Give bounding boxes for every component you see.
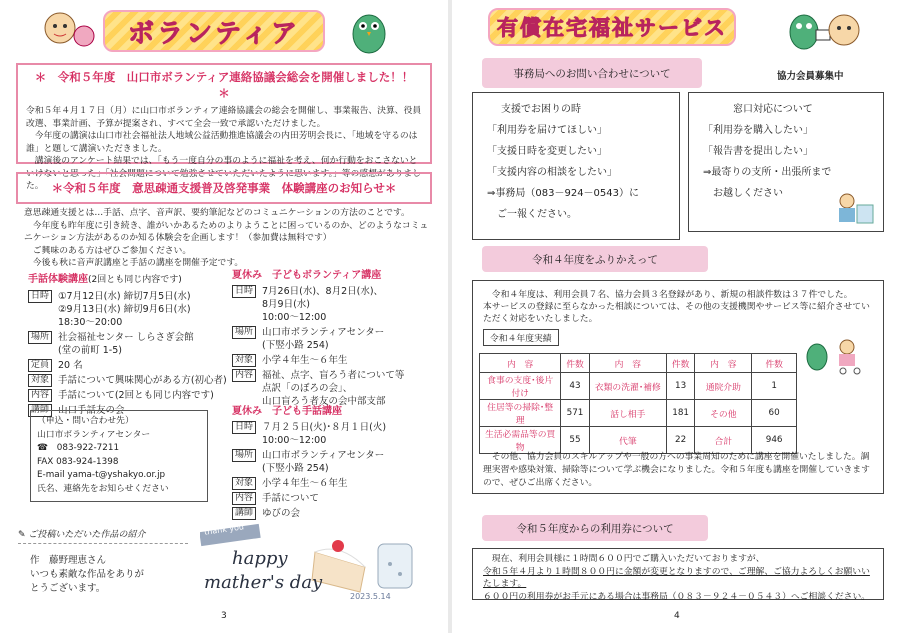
course-row-value: 7月26日(水)、8月2日(水)、 <box>262 286 384 297</box>
course-row-key: 内容 <box>232 492 256 505</box>
header-cell: 件数 <box>561 354 589 373</box>
course-row-value: ７月２５日(火)･８月１日(火) <box>262 422 387 433</box>
mascots-illustration <box>784 4 864 54</box>
results-table <box>479 353 797 454</box>
course-row-value: 手話について <box>262 493 319 504</box>
course-row-values <box>58 389 214 402</box>
course-row-value: 小学４年生～６年生 <box>262 355 348 366</box>
table-cell: 衣類の洗濯･補修 <box>589 373 666 400</box>
course-row-value: 社会福祉センター しらさぎ会館 <box>58 332 194 343</box>
page-number: 4 <box>674 611 680 621</box>
course-row-value: (下竪小路 254) <box>262 463 329 474</box>
sign-language-course <box>28 270 228 419</box>
course-row-values <box>58 359 83 372</box>
course-row-values <box>262 354 348 367</box>
course-row-value: 山口手話友の会 <box>58 405 125 416</box>
ticket-line: 現在、利用会員様に１時間６００円でご購入いただいておりますが、 <box>491 554 765 564</box>
welfare-service-banner <box>488 8 736 46</box>
course-row-value: 手話について興味関心がある方(初心者) <box>58 375 227 386</box>
course-row-key: 日時 <box>232 285 256 298</box>
table-row <box>480 400 797 427</box>
box-title: 支援でお困りの時 <box>501 104 581 115</box>
contact-line: E-mail yama-t@yshakyo.or.jp <box>37 470 166 480</box>
course-title: 手話体験講座 <box>28 274 88 285</box>
course-row-key: 日時 <box>232 421 256 434</box>
member-recruit-label: 協力会員募集中 <box>777 71 844 82</box>
volunteer-banner-title: ボランティア <box>128 18 300 49</box>
artwork-title: ご投稿いただいた作品の紹介 <box>28 530 146 540</box>
box-title: 窓口対応について <box>733 104 813 115</box>
course-row <box>232 477 442 490</box>
header-cell: 内 容 <box>480 354 561 373</box>
paragraph: 令和５年４月１７日（月）に山口市ボランティア連絡協議会の総会を開催し、事業報告、決算、役員改選、事業計画、予算が提案され、すべて全会一致で承認いただけました。 <box>26 106 422 129</box>
table-cell: 55 <box>561 427 589 454</box>
review-pill: 令和４年度をふりかえって <box>482 246 708 272</box>
course-row-value: 山口市ボランティアセンター <box>262 450 385 461</box>
paragraph: 今後も秋に音声訳講座と手話の講座を開催予定です。 <box>32 258 244 268</box>
review-text <box>483 289 875 325</box>
ticket-box <box>472 548 884 600</box>
art-small-text: thank you <box>203 522 245 537</box>
course-row <box>232 507 442 520</box>
header-cell: 内 容 <box>589 354 666 373</box>
table-label: 令和４年度実績 <box>483 329 559 346</box>
course-row <box>28 374 228 387</box>
course-row <box>232 492 442 505</box>
table-header-row <box>480 354 797 373</box>
box-line: 「報告書を提出したい」 <box>703 146 813 157</box>
course-row <box>28 359 228 372</box>
course-notice-title: ＊令和５年度 意思疎通支援普及啓発事業 体験講座のお知らせ＊ <box>51 181 397 195</box>
general-meeting-title: ＊ 令和５年度 山口市ボランティア連絡協議会総会を開催しました！！ ＊ <box>34 70 425 100</box>
office-inquiry-pill: 事務局へのお問い合わせについて <box>482 58 702 88</box>
paragraph: 今年度の講演は山口市社会福祉法人地域公益活動推進協議会の内田芳明会長に、「地域を守るのは誰」と題して講演いただきました。 <box>26 131 418 154</box>
page-number: 3 <box>221 611 227 621</box>
ticket-line: 令和５年４月より１時間８００円に金額が変更となりますので、ご理解、ご協力よろしくお願いいたします。 <box>483 566 870 589</box>
course-row <box>232 449 442 475</box>
course-row-key: 対象 <box>232 354 256 367</box>
table-cell: 22 <box>666 427 694 454</box>
course-row-key: 内容 <box>232 369 256 382</box>
course-row-value: ①7月12日(水) 締切7月5日(水) <box>58 291 191 302</box>
course-row-value: ゆびの会 <box>262 508 301 519</box>
course-row-value: 8月9日(水) <box>262 299 311 310</box>
table-cell: 946 <box>752 427 797 454</box>
table-row <box>480 373 797 400</box>
ticket-pill: 令和５年度からの利用券について <box>482 515 708 541</box>
table-cell: 60 <box>752 400 797 427</box>
caption-line: いつも素敵な作品をありが <box>30 569 145 580</box>
course-row-key: 講師 <box>28 404 52 417</box>
course-row-value: 10:00～12:00 <box>262 435 327 446</box>
course-row-value: 山口盲ろう者友の会中部支部 <box>262 396 386 407</box>
paragraph: 令和４年度は、利用会員７名、協力会員３名登録があり、新規の相談件数は３７件でした。 <box>491 290 853 300</box>
course-row <box>232 326 442 352</box>
contact-line: 山口市ボランティアセンター <box>37 429 151 440</box>
box-line: ⇒最寄りの支所・出張所まで <box>703 167 832 178</box>
art-date: 2023.5.14 <box>350 592 391 601</box>
course-row-key: 対象 <box>232 477 256 490</box>
table-cell: 生活必需品等の買物 <box>480 427 561 454</box>
course-row-key: 定員 <box>28 359 52 372</box>
table-cell: 代筆 <box>589 427 666 454</box>
course-row-key: 場所 <box>28 331 52 344</box>
course-title: 夏休み 子どもボランティア講座 <box>232 270 382 281</box>
course-row-value: (堂の前町 1-5) <box>58 345 122 356</box>
table-cell: その他 <box>695 400 752 427</box>
course-row-value: 手話について(2回とも同じ内容です) <box>58 390 214 401</box>
review-box <box>472 280 884 494</box>
paragraph: 本サービスの登録に至らなかった相談については、その他の支援機関やサービス等に紹介させていただく対応をいたしました。 <box>483 302 870 324</box>
table-cell: 食事の支度･後片付け <box>480 373 561 400</box>
box-line: ご一報ください。 <box>487 209 577 220</box>
course-row-key: 対象 <box>28 374 52 387</box>
table-cell: 181 <box>666 400 694 427</box>
contact-line: 氏名、連絡先をお知らせください <box>37 483 169 494</box>
course-subtitle: (2回とも同じ内容です) <box>88 275 182 285</box>
table-cell: 43 <box>561 373 589 400</box>
course-row-values <box>58 290 191 329</box>
artwork-heading <box>18 527 188 544</box>
course-row <box>28 389 228 402</box>
welfare-banner-title: 有償在宅福祉サービス <box>497 16 727 40</box>
kids-sign-course <box>232 402 442 522</box>
course-row <box>232 285 442 324</box>
course-row-value: 福祉、点字、盲ろう者について等 <box>262 370 405 381</box>
course-notice-header <box>16 172 432 204</box>
course-row-key: 場所 <box>232 449 256 462</box>
course-row-values <box>262 477 348 490</box>
kids-mascot-illustration <box>38 6 98 54</box>
artwork-image <box>200 522 428 610</box>
staff-illustration <box>835 191 875 225</box>
contact-line: （申込・問い合わせ先） <box>37 416 134 426</box>
course-row-value: 18:30～20:00 <box>58 317 123 328</box>
course-row-key: 内容 <box>28 389 52 402</box>
table-cell: 住居等の掃除･整理 <box>480 400 561 427</box>
header-cell: 件数 <box>752 354 797 373</box>
course-row-value: 山口市ボランティアセンター <box>262 327 385 338</box>
course-row-values <box>262 507 300 520</box>
table-cell: 合計 <box>695 427 752 454</box>
care-illustration <box>803 333 873 375</box>
box-line: 「利用券を購入したい」 <box>703 125 813 136</box>
art-text-happy: happy <box>232 548 288 569</box>
table-cell: 通院介助 <box>695 373 752 400</box>
course-row-value: ②9月13日(水) 締切9月6日(水) <box>58 304 191 315</box>
caption-line: 作 藤野理恵さん <box>30 555 107 566</box>
contact-box <box>30 410 208 502</box>
box-line: 「利用券を届けてほしい」 <box>487 125 607 136</box>
course-row-values <box>58 374 227 387</box>
ticket-line: ６００円の利用券がお手元にある場合は事務局（０８３－９２４－０５４３）へご相談ください。 <box>483 591 871 602</box>
box-line: 「支援日時を変更したい」 <box>487 146 607 157</box>
paragraph: 今年度も昨年度に引き続き、誰がいかあるためのよりようことに困っているのか、どのようなコミュニケーション方法があるのか知る体験会を企画します！（参加費は無料です） <box>24 220 429 243</box>
course-row <box>232 421 442 447</box>
course-row-value: 10:00～12:00 <box>262 312 327 323</box>
box-line: お越しください <box>703 188 783 199</box>
course-row-key: 場所 <box>232 326 256 339</box>
course-row-values <box>58 331 194 357</box>
window-service-box <box>688 92 884 232</box>
contact-line: ☎ 083-922-7211 <box>37 443 120 453</box>
course-row-values <box>262 326 384 352</box>
paragraph: 講演後のアンケート結果では、「もう一度自分の事のように福祉を考え、何か行動をおこさないといけないと思った」「社会問題について勉強させていただいたように思います。」等の感想がありました。 <box>26 156 421 191</box>
contact-line: FAX 083-924-1398 <box>37 456 119 467</box>
left-page <box>0 0 448 633</box>
table-row <box>480 427 797 454</box>
course-row-value: 20 名 <box>58 360 83 371</box>
course-row-value: (下竪小路 254) <box>262 340 329 351</box>
course-row <box>28 290 228 329</box>
course-row <box>232 354 442 367</box>
support-help-box <box>472 92 680 240</box>
kids-volunteer-course <box>232 266 442 410</box>
paragraph: ご興味のある方はぜひご参加ください。 <box>32 245 192 256</box>
table-cell: 13 <box>666 373 694 400</box>
right-page <box>452 0 900 633</box>
table-cell: 話し相手 <box>589 400 666 427</box>
pencil-icon: ✎ <box>18 530 29 540</box>
after-text: その他、協力会員のスキルアップや一般の方への事業周知のために講座を開催いたしました。調理実習や感染対策、掃除等について学ぶ機会になりました。令和５年度も講座を開催していきますので、ぜひご出席ください。 <box>483 452 870 488</box>
course-row <box>28 331 228 357</box>
course-row-value: 点訳「のぼろの会」、 <box>262 383 353 394</box>
course-row-values <box>262 492 319 505</box>
caption-line: とうございます。 <box>30 583 106 594</box>
art-text-mothers-day: mather's day <box>204 572 323 593</box>
artwork-caption <box>30 554 190 596</box>
paragraph: 意思疎通支援とは…手話、点字、音声訳、要約筆記などのコミュニケーションの方法のことです。 <box>24 208 410 218</box>
header-cell: 件数 <box>666 354 694 373</box>
table-cell: 571 <box>561 400 589 427</box>
volunteer-banner <box>103 10 325 52</box>
course-title: 夏休み 子ども手話講座 <box>232 406 342 417</box>
course-notice-body <box>24 207 434 270</box>
box-line: 「支援内容の相談をしたい」 <box>487 167 617 178</box>
header-cell: 内 容 <box>695 354 752 373</box>
box-line: ⇒事務局（083－924－0543）に <box>487 188 640 199</box>
course-row-values <box>262 421 386 447</box>
course-row-values <box>262 285 383 324</box>
course-row-values <box>262 449 384 475</box>
bird-mascot-illustration <box>345 4 393 56</box>
table-cell: 1 <box>752 373 797 400</box>
course-row-key: 講師 <box>232 507 256 520</box>
course-row-key: 日時 <box>28 290 52 303</box>
course-row-value: 小学４年生～６年生 <box>262 478 348 489</box>
